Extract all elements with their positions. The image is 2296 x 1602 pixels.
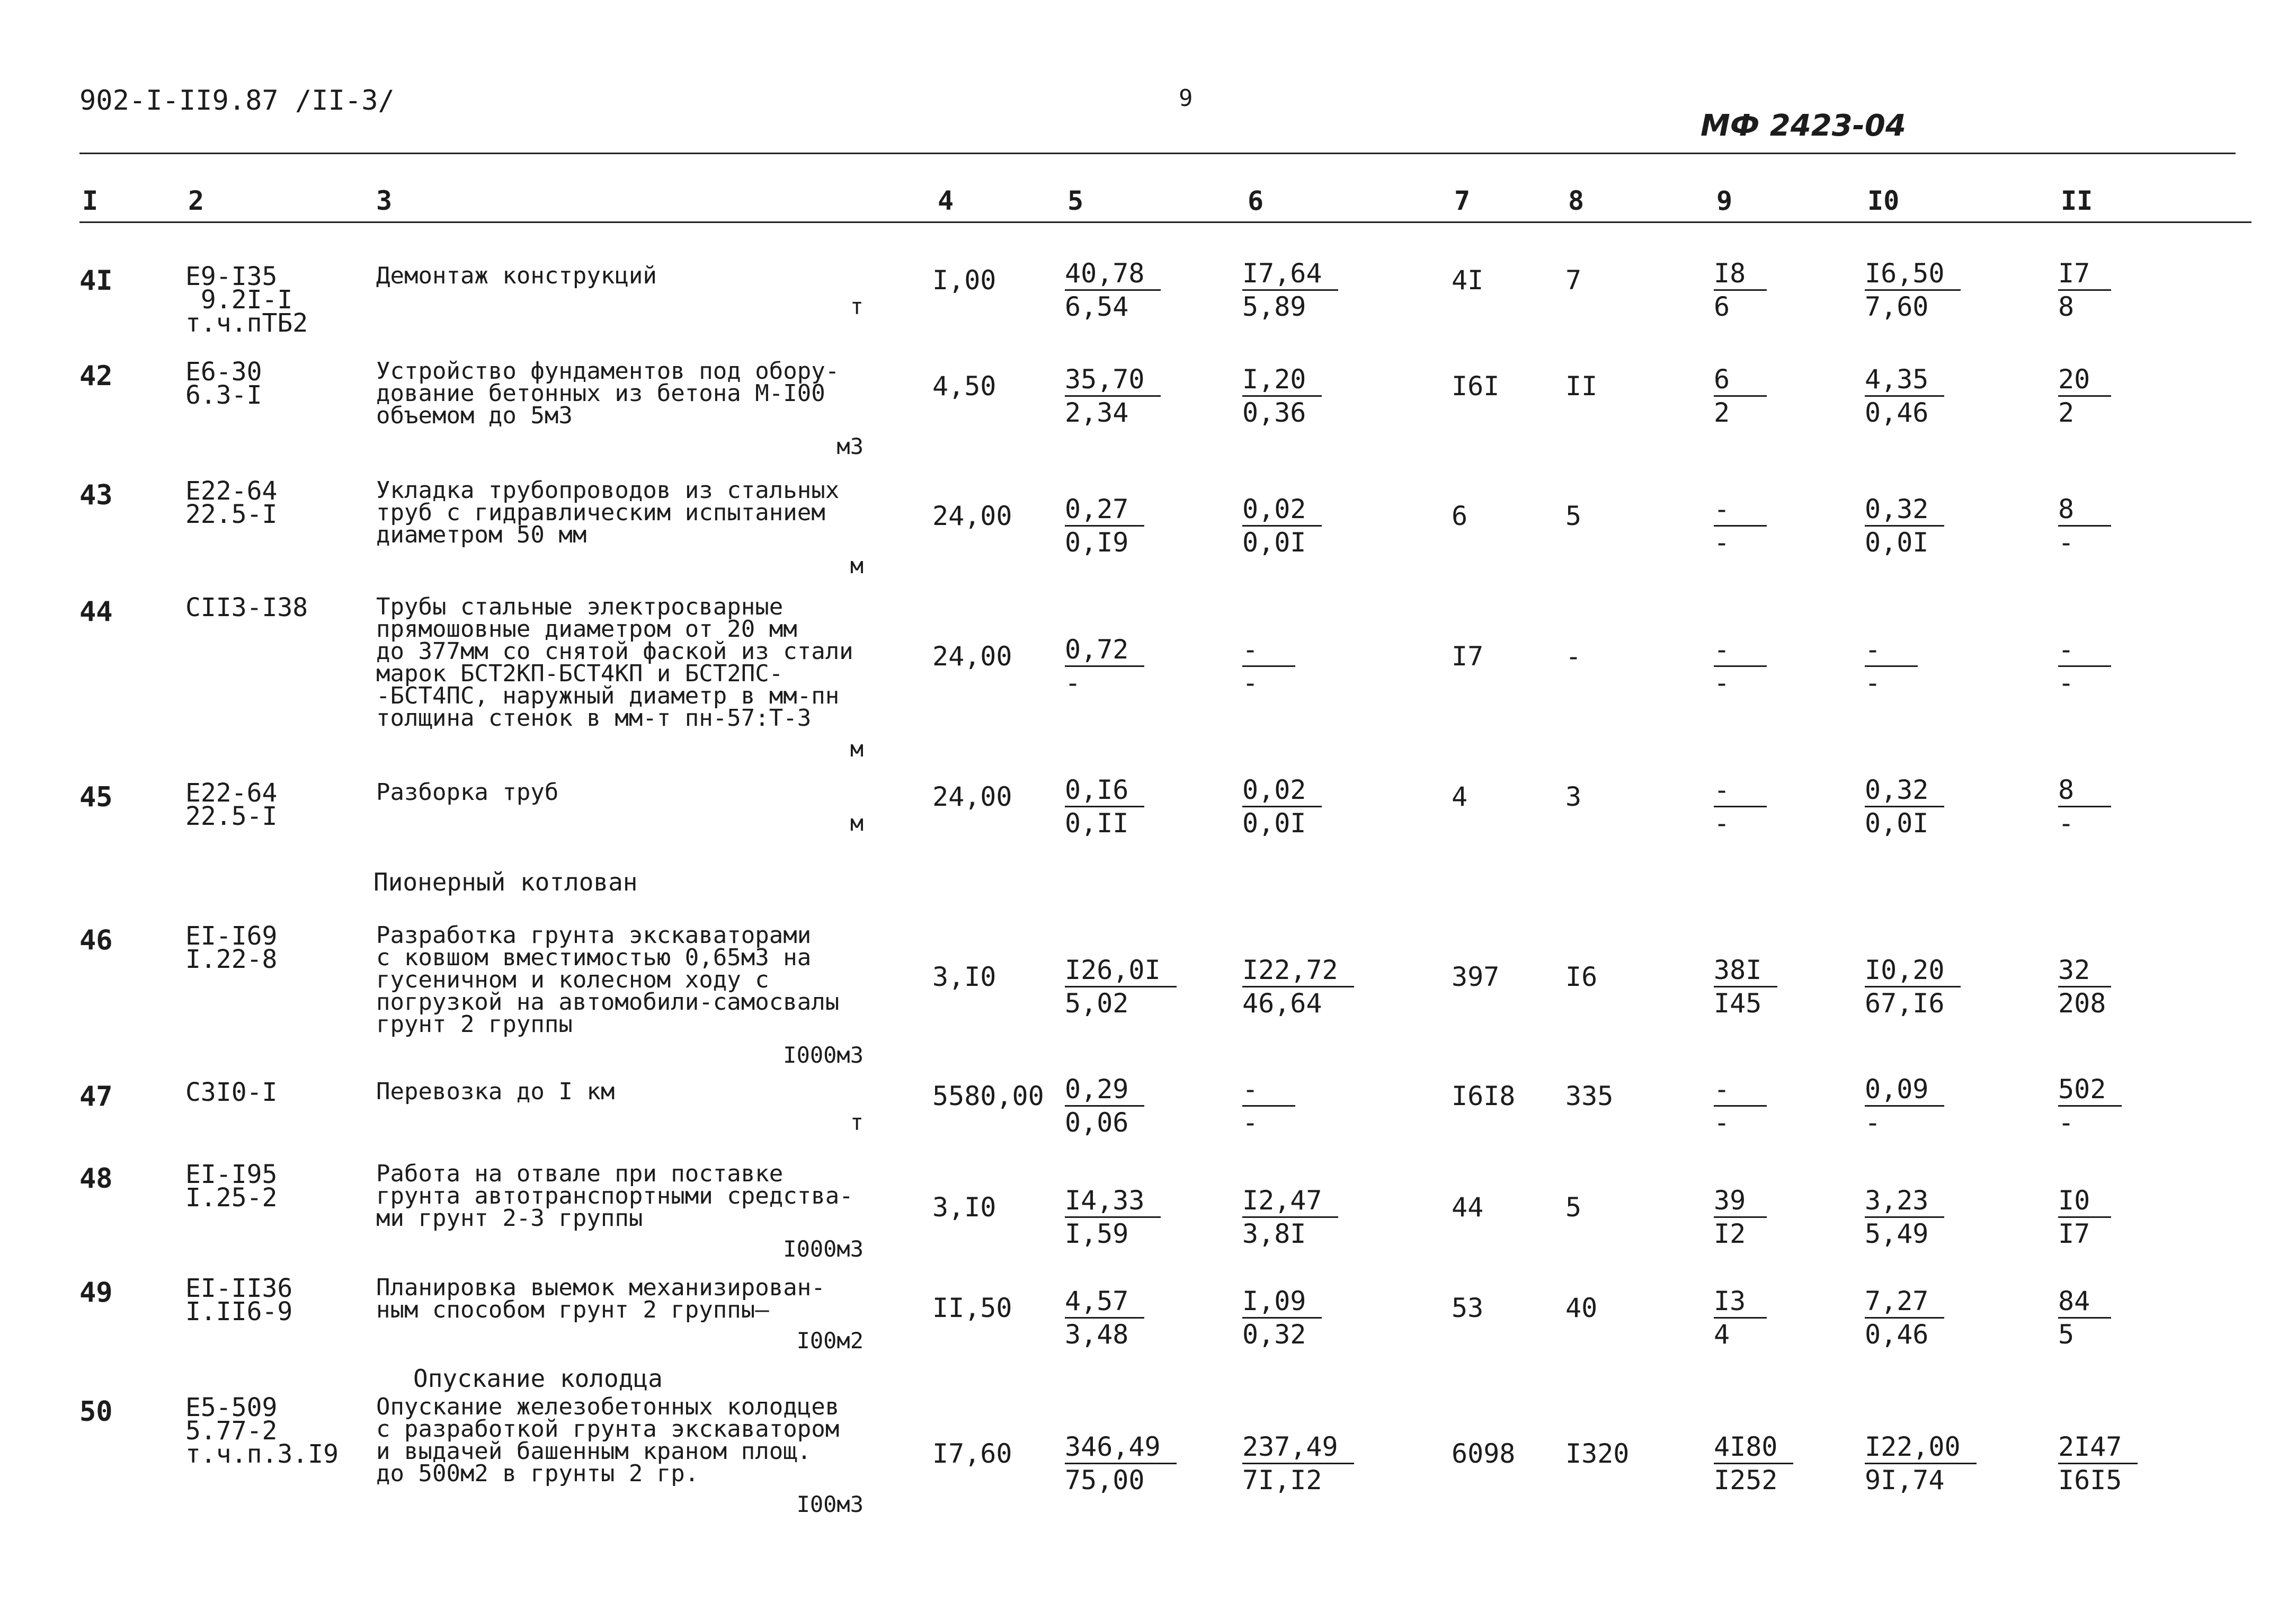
labor-total-denominator: 2 bbox=[2058, 397, 2075, 428]
total-machines bbox=[1714, 774, 1767, 839]
total-machines-numerator: 4I80 bbox=[1714, 1431, 1793, 1464]
measure-unit: м bbox=[850, 553, 864, 578]
labor-per-unit bbox=[1865, 954, 1961, 1019]
unit-cost-machines-denominator: 46,64 bbox=[1242, 988, 1322, 1019]
labor-per-unit-numerator: 0,09 bbox=[1865, 1073, 1944, 1107]
measure-unit: м bbox=[850, 810, 864, 836]
total-wages: I320 bbox=[1565, 1438, 1630, 1469]
work-description: Работа на отвале при поставке грунта автотранспортными средства- ми грунт 2-3 группы bbox=[376, 1160, 853, 1232]
norm-code: C3I0-I bbox=[185, 1078, 278, 1107]
labor-per-unit-denominator: 7,60 bbox=[1865, 291, 1929, 322]
labor-total-numerator: 502 bbox=[2058, 1073, 2122, 1107]
labor-total-denominator: 5 bbox=[2058, 1319, 2075, 1350]
total-wages: 3 bbox=[1565, 781, 1582, 812]
labor-total-numerator: 8 bbox=[2058, 774, 2111, 807]
norm-code: EI-II36 I.II6-9 bbox=[185, 1274, 293, 1327]
labor-per-unit-denominator: 5,49 bbox=[1865, 1218, 1929, 1249]
total-machines bbox=[1714, 493, 1767, 558]
labor-total-denominator: I7 bbox=[2058, 1218, 2090, 1249]
document-stamp: МФ 2423-04 bbox=[1701, 109, 1906, 143]
unit-cost-machines bbox=[1242, 1185, 1338, 1250]
labor-total bbox=[2058, 954, 2111, 1019]
unit-cost-numerator: 4,57 bbox=[1065, 1285, 1144, 1319]
total-machines-numerator: - bbox=[1714, 1073, 1767, 1107]
unit-cost-denominator: 2,34 bbox=[1065, 397, 1129, 428]
row-number: 45 bbox=[79, 781, 113, 813]
total-cost: I7 bbox=[1452, 641, 1484, 672]
unit-cost-machines-numerator: 237,49 bbox=[1242, 1431, 1354, 1464]
column-header-6: 6 bbox=[1248, 185, 1264, 216]
unit-cost-machines-numerator: - bbox=[1242, 634, 1295, 667]
measure-unit: I000м3 bbox=[783, 1042, 864, 1068]
unit-cost-denominator: 6,54 bbox=[1065, 291, 1129, 322]
column-header-3: 3 bbox=[376, 185, 393, 216]
total-wages: 335 bbox=[1565, 1081, 1614, 1111]
labor-per-unit-denominator: 0,0I bbox=[1865, 808, 1929, 839]
unit-cost bbox=[1065, 1073, 1144, 1138]
labor-total bbox=[2058, 1431, 2138, 1496]
unit-cost-machines-numerator: I2,47 bbox=[1242, 1185, 1338, 1218]
total-machines-denominator: - bbox=[1714, 1107, 1730, 1138]
row-number: 4I bbox=[79, 265, 113, 297]
labor-per-unit-denominator: 67,I6 bbox=[1865, 988, 1945, 1019]
row-number: 44 bbox=[79, 596, 113, 628]
unit-cost-denominator: - bbox=[1065, 668, 1081, 698]
total-wages: 40 bbox=[1565, 1293, 1598, 1323]
total-machines-numerator: 38I bbox=[1714, 954, 1777, 987]
unit-cost-denominator: 5,02 bbox=[1065, 988, 1129, 1019]
total-machines bbox=[1714, 954, 1777, 1019]
labor-per-unit-numerator: 7,27 bbox=[1865, 1285, 1944, 1319]
labor-total bbox=[2058, 1073, 2122, 1138]
quantity: 3,I0 bbox=[932, 962, 996, 992]
measure-unit: м3 bbox=[836, 433, 864, 459]
labor-total-numerator: 20 bbox=[2058, 363, 2111, 397]
norm-code: E22-64 22.5-I bbox=[185, 778, 278, 831]
unit-cost-machines-numerator: I,20 bbox=[1242, 363, 1322, 397]
unit-cost-numerator: 0,27 bbox=[1065, 493, 1144, 527]
total-machines-denominator: - bbox=[1714, 808, 1730, 839]
unit-cost-machines-numerator: I22,72 bbox=[1242, 954, 1354, 987]
column-header-8: 8 bbox=[1568, 185, 1585, 216]
unit-cost-machines-denominator: 0,32 bbox=[1242, 1319, 1306, 1350]
quantity: 3,I0 bbox=[932, 1192, 996, 1223]
total-cost: 6 bbox=[1452, 501, 1468, 531]
total-cost: I6I8 bbox=[1452, 1081, 1516, 1111]
labor-total-numerator: 84 bbox=[2058, 1285, 2111, 1319]
total-machines bbox=[1714, 1185, 1767, 1250]
unit-cost-machines-numerator: I,09 bbox=[1242, 1285, 1322, 1319]
unit-cost-machines-denominator: 3,8I bbox=[1242, 1218, 1306, 1249]
total-machines-denominator: I2 bbox=[1714, 1218, 1746, 1249]
total-machines-numerator: I8 bbox=[1714, 257, 1767, 291]
unit-cost-machines-denominator: - bbox=[1242, 1107, 1259, 1138]
row-number: 47 bbox=[79, 1081, 113, 1112]
unit-cost-machines-numerator: 0,02 bbox=[1242, 493, 1322, 527]
labor-per-unit-denominator: 0,46 bbox=[1865, 397, 1929, 428]
labor-total-denominator: - bbox=[2058, 668, 2075, 698]
norm-code: E22-64 22.5-I bbox=[185, 476, 278, 529]
page-number: 9 bbox=[1179, 85, 1193, 112]
labor-total-denominator: 208 bbox=[2058, 988, 2106, 1019]
unit-cost-denominator: 75,00 bbox=[1065, 1465, 1145, 1496]
quantity: I7,60 bbox=[932, 1438, 1012, 1469]
unit-cost-machines bbox=[1242, 1073, 1295, 1138]
work-description: Перевозка до I км bbox=[376, 1078, 615, 1105]
work-description: Разработка грунта экскаваторами с ковшом вместимостью 0,65м3 на гусеничном и колесном ходу с погрузкой на автомобили-самосвалы грунт 2 группы bbox=[376, 922, 840, 1038]
labor-per-unit-denominator: - bbox=[1865, 668, 1881, 698]
total-machines bbox=[1714, 257, 1767, 323]
labor-per-unit-numerator: I6,50 bbox=[1865, 257, 1961, 291]
row-number: 48 bbox=[79, 1163, 113, 1195]
unit-cost bbox=[1065, 1431, 1177, 1496]
unit-cost-numerator: 0,29 bbox=[1065, 1073, 1144, 1107]
labor-total-numerator: I0 bbox=[2058, 1185, 2111, 1218]
labor-per-unit bbox=[1865, 363, 1944, 429]
labor-total-numerator: - bbox=[2058, 634, 2111, 667]
total-wages: II bbox=[1565, 371, 1598, 402]
measure-unit: I000м3 bbox=[783, 1236, 864, 1262]
row-number: 50 bbox=[79, 1396, 113, 1428]
labor-total bbox=[2058, 257, 2111, 323]
labor-total-denominator: - bbox=[2058, 1107, 2075, 1138]
unit-cost bbox=[1065, 257, 1161, 323]
column-header-11: II bbox=[2061, 185, 2093, 216]
labor-total-numerator: I7 bbox=[2058, 257, 2111, 291]
quantity: 4,50 bbox=[932, 371, 996, 402]
column-header-rule bbox=[79, 221, 2251, 223]
unit-cost-machines bbox=[1242, 954, 1354, 1019]
labor-per-unit-numerator: 3,23 bbox=[1865, 1185, 1944, 1218]
total-machines bbox=[1714, 634, 1767, 699]
norm-code: E5-509 5.77-2 т.ч.п.3.I9 bbox=[185, 1393, 339, 1469]
norm-code: EI-I95 I.25-2 bbox=[185, 1160, 278, 1213]
unit-cost-numerator: 346,49 bbox=[1065, 1431, 1177, 1464]
total-machines-numerator: - bbox=[1714, 493, 1767, 527]
row-number: 46 bbox=[79, 924, 113, 956]
labor-total-denominator: 8 bbox=[2058, 291, 2075, 322]
unit-cost-machines-denominator: 5,89 bbox=[1242, 291, 1306, 322]
total-wages: 5 bbox=[1565, 1192, 1582, 1223]
work-description: Демонтаж конструкций bbox=[376, 262, 657, 289]
labor-total-numerator: 2I47 bbox=[2058, 1431, 2138, 1464]
unit-cost-machines bbox=[1242, 1431, 1354, 1496]
column-header-7: 7 bbox=[1454, 185, 1471, 216]
section-heading-pioneer: Пионерный котлован bbox=[373, 868, 638, 896]
total-machines-denominator: I45 bbox=[1714, 988, 1762, 1019]
column-header-9: 9 bbox=[1716, 185, 1733, 216]
row-number: 43 bbox=[79, 479, 113, 511]
column-header-2: 2 bbox=[188, 185, 204, 216]
total-machines-numerator: 6 bbox=[1714, 363, 1767, 397]
labor-total bbox=[2058, 1185, 2111, 1250]
quantity: 24,00 bbox=[932, 501, 1012, 531]
quantity: I,00 bbox=[932, 265, 996, 296]
total-machines bbox=[1714, 1285, 1767, 1350]
labor-per-unit-numerator: - bbox=[1865, 634, 1918, 667]
total-machines-numerator: - bbox=[1714, 774, 1767, 807]
header-rule bbox=[79, 153, 2236, 154]
unit-cost-machines-numerator: I7,64 bbox=[1242, 257, 1338, 291]
labor-per-unit bbox=[1865, 1185, 1944, 1250]
quantity: 5580,00 bbox=[932, 1081, 1044, 1111]
unit-cost-machines bbox=[1242, 774, 1322, 839]
unit-cost bbox=[1065, 363, 1161, 429]
work-description: Планировка выемок механизирован- ным способом грунт 2 группы— bbox=[376, 1274, 825, 1323]
labor-per-unit bbox=[1865, 1431, 1977, 1496]
total-machines-denominator: - bbox=[1714, 527, 1730, 558]
labor-per-unit bbox=[1865, 493, 1944, 558]
unit-cost-numerator: I4,33 bbox=[1065, 1185, 1161, 1218]
measure-unit: I00м3 bbox=[796, 1491, 864, 1517]
unit-cost-numerator: 0,I6 bbox=[1065, 774, 1144, 807]
total-wages: I6 bbox=[1565, 962, 1598, 992]
row-number: 42 bbox=[79, 360, 113, 392]
norm-code: EI-I69 I.22-8 bbox=[185, 921, 278, 974]
unit-cost bbox=[1065, 493, 1144, 558]
unit-cost-denominator: I,59 bbox=[1065, 1218, 1129, 1249]
total-cost: 4I bbox=[1452, 265, 1484, 296]
total-machines-denominator: 2 bbox=[1714, 397, 1730, 428]
total-machines-denominator: 6 bbox=[1714, 291, 1730, 322]
labor-per-unit-numerator: 0,32 bbox=[1865, 774, 1944, 807]
labor-total-numerator: 32 bbox=[2058, 954, 2111, 987]
total-machines-denominator: - bbox=[1714, 668, 1730, 698]
labor-per-unit-numerator: 4,35 bbox=[1865, 363, 1944, 397]
labor-total-denominator: I6I5 bbox=[2058, 1465, 2122, 1496]
total-cost: 397 bbox=[1452, 962, 1500, 992]
labor-total bbox=[2058, 1285, 2111, 1350]
labor-per-unit-denominator: 9I,74 bbox=[1865, 1465, 1945, 1496]
unit-cost-denominator: 3,48 bbox=[1065, 1319, 1129, 1350]
labor-total-denominator: - bbox=[2058, 527, 2075, 558]
labor-per-unit bbox=[1865, 1073, 1944, 1138]
unit-cost-machines-denominator: 7I,I2 bbox=[1242, 1465, 1322, 1496]
labor-total bbox=[2058, 493, 2111, 558]
labor-per-unit-numerator: I22,00 bbox=[1865, 1431, 1977, 1464]
unit-cost-machines-numerator: - bbox=[1242, 1073, 1295, 1107]
measure-unit: I00м2 bbox=[796, 1328, 864, 1354]
unit-cost bbox=[1065, 634, 1144, 699]
unit-cost-machines-denominator: 0,0I bbox=[1242, 808, 1306, 839]
measure-unit: т bbox=[850, 1109, 864, 1135]
column-header-5: 5 bbox=[1067, 185, 1084, 216]
unit-cost bbox=[1065, 1285, 1144, 1350]
unit-cost-denominator: 0,II bbox=[1065, 808, 1129, 839]
quantity: 24,00 bbox=[932, 641, 1012, 672]
norm-code: E6-30 6.3-I bbox=[185, 357, 262, 410]
unit-cost-machines bbox=[1242, 257, 1338, 323]
labor-total-denominator: - bbox=[2058, 808, 2075, 839]
labor-per-unit bbox=[1865, 1285, 1944, 1350]
quantity: 24,00 bbox=[932, 781, 1012, 812]
total-machines-denominator: I252 bbox=[1714, 1465, 1778, 1496]
work-description: Трубы стальные электросварные прямошовные диаметром от 20 мм до 377мм со снятой фаской из стали марок БСТ2КП-БСТ4КП и БСТ2ПС- -БСТ4ПС, наружный диаметр в мм-пн толщина стенок в мм-т пн-57:Т-3 bbox=[376, 593, 853, 732]
unit-cost-machines bbox=[1242, 363, 1322, 429]
total-cost: 44 bbox=[1452, 1192, 1484, 1223]
labor-total bbox=[2058, 634, 2111, 699]
labor-per-unit-numerator: 0,32 bbox=[1865, 493, 1944, 527]
total-wages: - bbox=[1565, 641, 1582, 672]
column-header-1: I bbox=[82, 185, 99, 216]
measure-unit: м bbox=[850, 736, 864, 762]
document-code: 902-I-II9.87 /II-3/ bbox=[79, 85, 395, 117]
total-wages: 5 bbox=[1565, 501, 1582, 531]
labor-per-unit-denominator: 0,46 bbox=[1865, 1319, 1929, 1350]
total-wages: 7 bbox=[1565, 265, 1582, 296]
total-machines-denominator: 4 bbox=[1714, 1319, 1730, 1350]
labor-total bbox=[2058, 774, 2111, 839]
labor-per-unit-denominator: 0,0I bbox=[1865, 527, 1929, 558]
labor-total bbox=[2058, 363, 2111, 429]
unit-cost-machines-denominator: 0,0I bbox=[1242, 527, 1306, 558]
total-machines-numerator: - bbox=[1714, 634, 1767, 667]
unit-cost-numerator: 35,70 bbox=[1065, 363, 1161, 397]
unit-cost-machines-denominator: - bbox=[1242, 668, 1259, 698]
unit-cost-machines bbox=[1242, 634, 1295, 699]
total-cost: 53 bbox=[1452, 1293, 1484, 1323]
norm-code: CII3-I38 bbox=[185, 593, 308, 622]
work-description: Укладка трубопроводов из стальных труб с гидравлическим испытанием диаметром 50 мм bbox=[376, 477, 840, 548]
labor-per-unit bbox=[1865, 634, 1918, 699]
unit-cost-denominator: 0,I9 bbox=[1065, 527, 1129, 558]
total-machines bbox=[1714, 1431, 1793, 1496]
labor-per-unit bbox=[1865, 774, 1944, 839]
total-machines-numerator: I3 bbox=[1714, 1285, 1767, 1319]
unit-cost-machines-denominator: 0,36 bbox=[1242, 397, 1306, 428]
unit-cost-machines bbox=[1242, 1285, 1322, 1350]
unit-cost-denominator: 0,06 bbox=[1065, 1107, 1129, 1138]
total-machines bbox=[1714, 1073, 1767, 1138]
unit-cost-machines-numerator: 0,02 bbox=[1242, 774, 1322, 807]
quantity: II,50 bbox=[932, 1293, 1012, 1323]
unit-cost bbox=[1065, 1185, 1161, 1250]
row-number: 49 bbox=[79, 1277, 113, 1309]
unit-cost-numerator: I26,0I bbox=[1065, 954, 1177, 987]
column-header-10: I0 bbox=[1867, 185, 1900, 216]
total-machines-numerator: 39 bbox=[1714, 1185, 1767, 1218]
unit-cost bbox=[1065, 954, 1177, 1019]
total-cost: 6098 bbox=[1452, 1438, 1516, 1469]
norm-code: E9-I35 9.2I-I т.ч.пТБ2 bbox=[185, 262, 308, 338]
labor-per-unit bbox=[1865, 257, 1961, 323]
unit-cost-numerator: 40,78 bbox=[1065, 257, 1161, 291]
section-heading-well: Опускание колодца bbox=[413, 1364, 663, 1393]
column-header-4: 4 bbox=[938, 185, 954, 216]
total-cost: I6I bbox=[1452, 371, 1500, 402]
total-machines bbox=[1714, 363, 1767, 429]
work-description: Разборка труб bbox=[376, 779, 559, 806]
labor-per-unit-numerator: I0,20 bbox=[1865, 954, 1961, 987]
unit-cost-numerator: 0,72 bbox=[1065, 634, 1144, 667]
unit-cost-machines bbox=[1242, 493, 1322, 558]
work-description: Устройство фундаментов под обору- дование бетонных из бетона М-I00 объемом до 5м3 bbox=[376, 358, 840, 429]
measure-unit: т bbox=[850, 293, 864, 319]
labor-total-numerator: 8 bbox=[2058, 493, 2111, 527]
work-description: Опускание железобетонных колодцев с разработкой грунта экскаватором и выдачей башенным краном площ. до 500м2 в грунты 2 гр. bbox=[376, 1393, 840, 1487]
total-cost: 4 bbox=[1452, 781, 1468, 812]
unit-cost bbox=[1065, 774, 1144, 839]
labor-per-unit-denominator: - bbox=[1865, 1107, 1881, 1138]
